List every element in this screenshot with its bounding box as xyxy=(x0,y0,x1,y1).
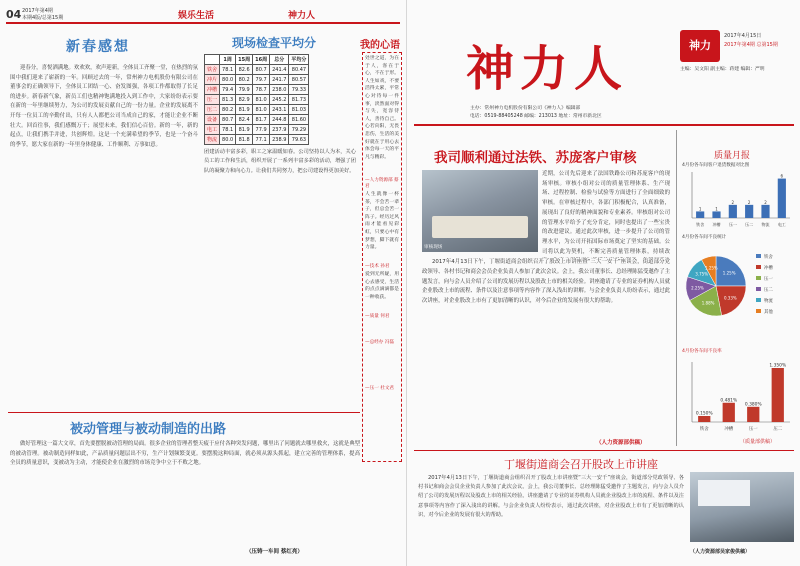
row-label: 压一 xyxy=(205,95,220,105)
slice-label: 3.75% xyxy=(695,271,709,277)
x-tick-label: 压二 xyxy=(773,427,783,432)
header-rule xyxy=(6,22,400,24)
table-cell: 81.03 xyxy=(289,105,309,115)
page-number: 04 xyxy=(6,8,22,21)
table-row xyxy=(205,125,309,135)
mid-body-text: 团建活动丰富多彩，职工之家温暖如春。公司坚持以人为本，关心员工的工作和生活，组织开展了一系列丰富多彩的活动，增强了团队的凝聚力和向心力。让我们共同努力，把公司建设得更加美好。 xyxy=(204,149,356,174)
x-tick-label: 铁舍 xyxy=(696,222,705,227)
bar xyxy=(761,205,769,218)
legend-swatch xyxy=(756,298,761,302)
table-cell: 80.0 xyxy=(220,75,236,85)
headline-body: 近期，公司先后迎来了法国铁路公司和苏庞客户的现场审核。审核小组对公司的质量管理体系、生产现场、过程控制、检验与试验等方面进行了全面细致的审核。在审核过程中，各部门积极配合，认真准备，展现出了良好的精神面貌和专业素养。审核组对公司的管理水平给予了充分肯定，同时也提出了一些宝贵的改进建议。通过此次审核，进一步提升了公司的管理水平，为公司开拓国际市场奠定了坚实的基础。公司将以此为契机，不断完善质量管理体系，持续改 xyxy=(542,171,670,255)
chart2-caption: 4月份各车间不良统计 xyxy=(682,235,727,240)
masthead-contact: 电话：0519-88405248 邮编：213013 地址：常州市新北区 xyxy=(470,114,602,119)
heart-sign-4: —总经办 冯磊 xyxy=(365,340,395,345)
table-cell: 80.57 xyxy=(289,75,309,85)
row-label: 铁舍 xyxy=(205,65,220,75)
bar xyxy=(745,205,753,218)
mid-body xyxy=(204,148,356,408)
masthead-date: 2017年4月15日 xyxy=(724,33,762,39)
lecture-screen xyxy=(698,480,750,506)
section-label: 娱乐生活 xyxy=(178,11,215,21)
lecture-title: 丁堰街道商会召开股改上市讲座 xyxy=(504,458,658,471)
heart-sign-1: —人力资源部 蔡君 xyxy=(365,178,399,189)
photo-table xyxy=(432,216,528,238)
heart-body-2: 人生就像一杯茶，不会苦一辈子，但总会苦一阵子。经历过风雨才能看见彩虹，只要心中有梦想，脚下就有力量。 xyxy=(365,192,399,251)
quality-title: 质量月报 xyxy=(714,151,751,161)
table-cell: 82.4 xyxy=(236,115,253,125)
table-cell: 82.9 xyxy=(236,95,253,105)
masthead-small: 神力人 xyxy=(288,11,316,21)
masthead-rule xyxy=(414,124,794,126)
table-header-cell: 15周 xyxy=(236,55,253,65)
table-row xyxy=(205,75,309,85)
table-row xyxy=(205,115,309,125)
table-cell: 80.2 xyxy=(236,75,253,85)
table-cell: 77.1 xyxy=(253,135,270,145)
table-cell: 238.9 xyxy=(270,135,289,145)
row-label: 电工 xyxy=(205,125,220,135)
masthead-host: 主办：常州神力电机股份有限公司《神力人》编辑部 xyxy=(470,106,581,111)
table-row xyxy=(205,65,309,75)
table-cell: 77.9 xyxy=(253,125,270,135)
issue-line-1: 2017年第4期 xyxy=(22,8,53,14)
table-cell: 81.9 xyxy=(236,125,253,135)
table-cell: 80.0 xyxy=(220,135,236,145)
bar xyxy=(729,205,737,218)
masthead-logo xyxy=(680,30,720,62)
chart-defect-rate xyxy=(680,354,794,434)
table-cell: 78.1 xyxy=(220,65,236,75)
bar xyxy=(747,407,759,422)
table-header-cell: 16周 xyxy=(253,55,270,65)
bar xyxy=(698,416,710,422)
table-cell: 81.7 xyxy=(253,115,270,125)
lecture-rule xyxy=(414,450,794,451)
page-fold xyxy=(406,0,407,566)
chart-returns xyxy=(680,168,794,230)
table-cell: 80.47 xyxy=(289,65,309,75)
legend-entry: 压一 xyxy=(764,277,773,282)
masthead-issue: 2017年第4期 总第15期 xyxy=(724,42,778,48)
heart-sign-2: —技术 孙君 xyxy=(365,264,390,269)
legend-swatch xyxy=(756,287,761,291)
heart-column xyxy=(362,52,402,462)
score-table-wrap xyxy=(204,54,309,145)
bar-data-label: 0.380% xyxy=(744,402,762,408)
spring-body: 迎春分，喜悦洒满地。欢欢欢，欢声迎新，全体员工齐聚一堂，在热烈的氛围中我们迎来了崭新的一年。回顾过去的一年，常州神力电机股份有限公司在董事会的正确领导下，全体员工团结一心、奋发图强，各项工作都取得了长足的进步。新春新气象，新员工们也精神饱满地投入到工作中，大家纷纷表示要在新的一年里继续努力，为公司的发展贡献自己的一份力量。企业的发展离不开每一位员工的辛勤付出，只有人人都把公司当成自己的家，才能让企业不断壮大。回首往事，我们感慨万千；展望未来，我们信心百倍。新的一年，新的起点，让我们携手并进，共创辉煌。这是一个充满希望的季节，也是一个奋斗的季节，愿大家在新的一年里身体健康、工作顺利、万事如意。 xyxy=(10,65,198,148)
table-cell: 80.7 xyxy=(220,115,236,125)
table-header-cell xyxy=(205,55,220,65)
bar-data-label: 1 xyxy=(698,206,702,212)
quality-sign: （质量部供稿） xyxy=(740,439,776,445)
table-header-cell: 总分 xyxy=(270,55,289,65)
lecture-photo xyxy=(690,472,794,542)
headline-photo xyxy=(422,170,538,252)
table-cell: 82.6 xyxy=(236,65,253,75)
table-row xyxy=(205,85,309,95)
table-cell: 79.4 xyxy=(220,85,236,95)
legend-entry: 压二 xyxy=(764,288,773,293)
heart-sign-3: —质量 何君 xyxy=(365,314,390,319)
spring-title: 新春感想 xyxy=(66,39,130,55)
bottom-article-rule xyxy=(8,412,360,413)
bar-data-label: 0.481% xyxy=(720,398,738,404)
slice-label: 2.25% xyxy=(691,285,704,291)
quality-divider xyxy=(676,130,677,446)
table-cell: 238.0 xyxy=(270,85,289,95)
row-label: 冲片 xyxy=(205,75,220,85)
score-table xyxy=(204,54,309,145)
table-cell: 81.8 xyxy=(236,135,253,145)
row-label: 物流 xyxy=(205,135,220,145)
table-header-row xyxy=(205,55,309,65)
table-cell: 81.3 xyxy=(220,95,236,105)
headline-body-cont xyxy=(422,258,670,444)
x-tick-label: 冲槽 xyxy=(712,222,721,227)
table-cell: 241.7 xyxy=(270,75,289,85)
legend-swatch xyxy=(756,254,761,258)
legend-swatch xyxy=(756,265,761,269)
table-row xyxy=(205,105,309,115)
passive-mgmt-body: 做好管理这一篇大文章，首先要摆脱被动管理的局面。很多企业的管理者整天疲于应付各种突发问题，哪里出了问题就去哪里救火，这就是典型的被动管理。被动制造同样如此，产品质量问题层出不穷，生产计划频繁变更。要摆脱这种局面，就必须从源头抓起，建立完善的管理体系，提高全员的质量意识，变被动为主动，才能使企业在激烈的市场竞争中立于不败之地。 xyxy=(10,441,360,467)
legend-entry: 其他 xyxy=(764,310,773,315)
bar-data-label: 2 xyxy=(731,199,735,205)
row-label: 压二 xyxy=(205,105,220,115)
slice-label: 1.88% xyxy=(701,300,715,306)
passive-mgmt-sign: （压铸一车间 蔡红亮） xyxy=(246,549,303,555)
masthead-staff: 主编：吴文阳 副主编：蒋建 编辑：严明 xyxy=(680,67,765,72)
lecture-body: 2017年4月13日下午，丁堰街道商会组织召开了股改上市讲座暨“三大一安千”座谈会，街道部分党政领导、各村书记和商会会员企业负责人参加了此次会议。会上，我公司董事长、总经理陈猛受邀作了主题发言，向与会人员介绍了公司的发展历程以及股改上市的相关经验。讲座邀请了专业的证券机构人员就企业股改上市的流程、条件以及注意事项等内容作了深入浅出的讲解。与会企业负责人纷纷表示，通过此次讲座，对企业股改上市有了更加清晰的认识，对今后企业的发展有很大的帮助。 xyxy=(418,475,684,518)
table-header-cell: 1周 xyxy=(220,55,236,65)
table-header-cell: 平均分 xyxy=(289,55,309,65)
bar-data-label: 6 xyxy=(780,173,784,179)
table-cell: 79.7 xyxy=(253,75,270,85)
heart-body-3: 爱到无所疑，用心去感受，生活的点点滴滴都是一种收获。 xyxy=(365,272,399,300)
photo-caption: 审核现场 xyxy=(424,245,443,250)
row-label: 冲槽 xyxy=(205,85,220,95)
table-cell: 237.9 xyxy=(270,125,289,135)
x-tick-label: 压一 xyxy=(748,427,758,432)
headline-title: 我司顺利通过法铁、苏庞客户审核 xyxy=(434,150,637,166)
heart-sign-5: —压一 杜文君 xyxy=(365,386,395,391)
x-tick-label: 压一 xyxy=(728,222,737,227)
table-cell: 81.9 xyxy=(236,105,253,115)
bar-data-label: 1 xyxy=(715,206,718,212)
x-tick-label: 冲槽 xyxy=(724,427,734,432)
bar xyxy=(712,211,720,218)
headline-sign: （人力资源部供稿） xyxy=(596,440,646,446)
bar xyxy=(772,368,784,422)
slice-label: 1.25% xyxy=(722,270,736,276)
legend-entry: 物流 xyxy=(764,299,773,304)
heart-title: 我的心语 xyxy=(360,40,400,51)
bar-data-label: 2 xyxy=(764,199,767,205)
bar xyxy=(778,179,786,218)
table-cell: 79.9 xyxy=(236,85,253,95)
table-cell: 81.0 xyxy=(253,95,270,105)
table-cell: 81.60 xyxy=(289,115,309,125)
legend-swatch xyxy=(756,276,761,280)
table-body xyxy=(205,65,309,145)
table-cell: 80.2 xyxy=(220,105,236,115)
table-cell: 79.63 xyxy=(289,135,309,145)
table-cell: 245.2 xyxy=(270,95,289,105)
table-row xyxy=(205,95,309,105)
table-cell: 241.4 xyxy=(270,65,289,75)
masthead-title: 神力人 xyxy=(466,41,629,97)
table-cell: 78.7 xyxy=(253,85,270,95)
issue-line-2: 本期4版/总第15期 xyxy=(22,15,64,21)
table-cell: 81.0 xyxy=(253,105,270,115)
bar-data-label: 0.150% xyxy=(695,411,713,417)
x-tick-label: 压二 xyxy=(745,222,754,227)
table-cell: 79.33 xyxy=(289,85,309,95)
table-title: 现场检查平均分 xyxy=(232,36,317,50)
table-cell: 244.8 xyxy=(270,115,289,125)
table-row xyxy=(205,135,309,145)
x-tick-label: 物流 xyxy=(761,222,770,227)
bar xyxy=(696,211,704,218)
x-tick-label: 铁舍 xyxy=(699,427,709,432)
chart3-caption: 4月份各车间不良率 xyxy=(682,349,722,354)
bar xyxy=(723,403,735,422)
row-label: 设备 xyxy=(205,115,220,125)
chart-defects-pie xyxy=(680,240,794,334)
heart-body: 处世之道，为在于人，客在于心，不在于形。人生如戏，不要活得太累，平常心对待每一件事，淡然面对得与失，宽容待人，善待自己。心若向阳，无畏悲伤，生活的美好就在于用心去体会每一天的平凡与精彩。 xyxy=(365,56,399,160)
table-cell: 243.1 xyxy=(270,105,289,115)
table-cell: 78.1 xyxy=(220,125,236,135)
slice-label: 1.25% xyxy=(705,265,718,271)
passive-mgmt-title: 被动管理与被动制造的出路 xyxy=(70,422,227,437)
legend-entry: 冲槽 xyxy=(764,266,773,271)
bar-data-label: 1.350% xyxy=(769,363,787,369)
headline-body-text-2: 2017年4月13日下午，丁堰街道商会组织召开了股改上市讲座暨“三大一安千”座谈会，街道部分党政领导、各村书记和商会会员企业负责人参加了此次会议。会上，我公司董事长、总经理陈猛受邀作了主题发言，向与会人员介绍了公司的发展历程以及股改上市的相关经验。讲座邀请了专业的证券机构人员就企业股改上市的流程、条件以及注意事项等内容作了深入浅出的讲解。与会企业负责人纷纷表示，通过此次讲座，对企业股改上市有了更加清晰的认识，对今后企业的发展有很大的帮助。 xyxy=(422,259,670,305)
chart1-caption: 4月份各车间客户退货数据对比图 xyxy=(682,163,750,168)
bar-data-label: 2 xyxy=(747,199,751,205)
legend-entry: 铁舍 xyxy=(764,255,773,260)
table-cell: 80.7 xyxy=(253,65,270,75)
table-cell: 79.29 xyxy=(289,125,309,135)
table-cell: 81.73 xyxy=(289,95,309,105)
lecture-sign: （人力资源部吴家俊供稿） xyxy=(690,549,751,555)
slice-label: 0.33% xyxy=(723,295,737,301)
logo-text: 神力 xyxy=(689,39,711,52)
legend-swatch xyxy=(756,309,761,313)
x-tick-label: 电工 xyxy=(777,222,786,227)
